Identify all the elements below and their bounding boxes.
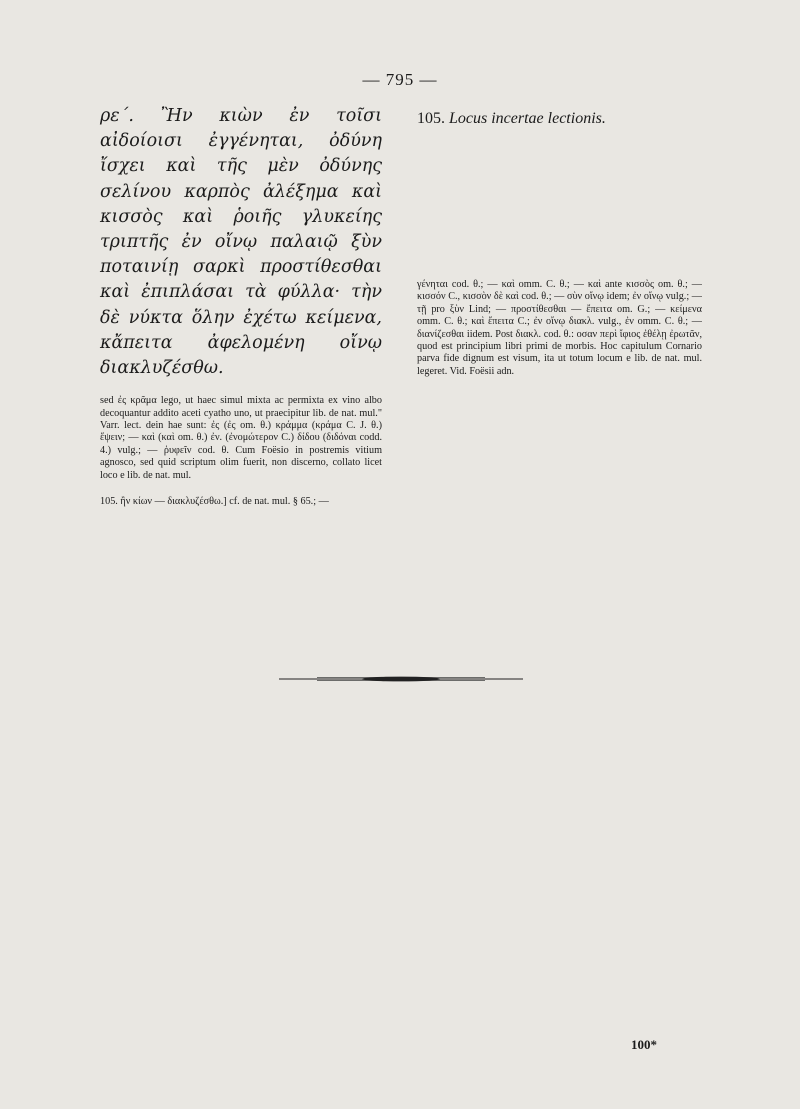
signature-mark: 100*	[631, 1037, 657, 1052]
left-column	[100, 104, 382, 508]
page-number: — 795 —	[362, 70, 438, 89]
section-heading	[417, 104, 702, 131]
greek-text-passage: ρε΄. Ἢν κιὼν ἐν τοῖσι αἰδοίοισι ἐγγένηται, ὀδύνη ἴσχει καὶ τῆς μὲν ὀδύνης σελίνου καρπὸς ἀλέξημα καὶ κισσὸς καὶ ῥοιῆς γλυκείης τριπτῆς ἐν οἴνῳ παλαιῷ ξὺν ποταινίῃ σαρκὶ προστίθεσθαι καὶ ἐπιπλάσαι τὰ φύλλα· τὴν δὲ νύκτα ὅλην ἐχέτω κείμενα, κἄπειτα ἀφελομένη οἴνῳ διακλυζέσθω.	[100, 106, 382, 379]
ornamental-rule	[277, 674, 525, 684]
section-number: 105.	[417, 110, 445, 127]
footnote-105-left: 105. ἢν κίων — διακλυζέσθω.] cf. de nat. mul. § 65.; —	[100, 496, 329, 508]
section-title: Locus incertae lectionis.	[449, 110, 606, 127]
right-column	[417, 104, 702, 378]
ornamental-rule-icon	[277, 674, 525, 684]
footnote-right: γένηται cod. θ.; — καὶ omm. C. θ.; — καὶ ante κισσὸς om. θ.; — κισσόν C., κισσὸν δὲ καὶ cod. θ.; — σὺν οἴνῳ idem; ἐν οἴνῳ vulg.; — τῇ pro ξὺν Lind; — προστίθεσθαι — ἔπειτα om. G.; — κείμενα omm. C. θ.; καὶ ἔπειτα C.; ἐν οἴνῳ διακλ. vulg., ἐν omm. C. θ.; — διανίζεσθαι iidem. Post διακλ. cod. θ.: οσαν περὶ ἴφιος ἐθέλῃ ἐρωτᾶν, quod est principium libri primi de morbis. Hoc capitulum Cornario parva fide dignum est visum, ita ut totum locum e lib. de nat. mul. legeret. Vid. Foësii adn.	[417, 279, 702, 377]
footnote-left: sed ἐς κρᾶμα lego, ut haec simul mixta ac permixta ex vino albo decoquantur addito aceti cyatho uno, ut praecipitur lib. de nat. mul." Varr. lect. dein hae sunt: ἐς (ἐς om. θ.) κράμμα (κράμα C. J. θ.) ἕψειν; — καὶ (καὶ om. θ.) ἐν. (ἐνομώτερον C.) δίδου (διδόναι codd. 4.) vulg.; — ῥυφεῖν cod. θ. Cum Foësio in postremis vitium agnosco, sed quid scriptum olim fuerit, non discerno, collato licet loco e lib. de nat. mul.	[100, 395, 382, 481]
